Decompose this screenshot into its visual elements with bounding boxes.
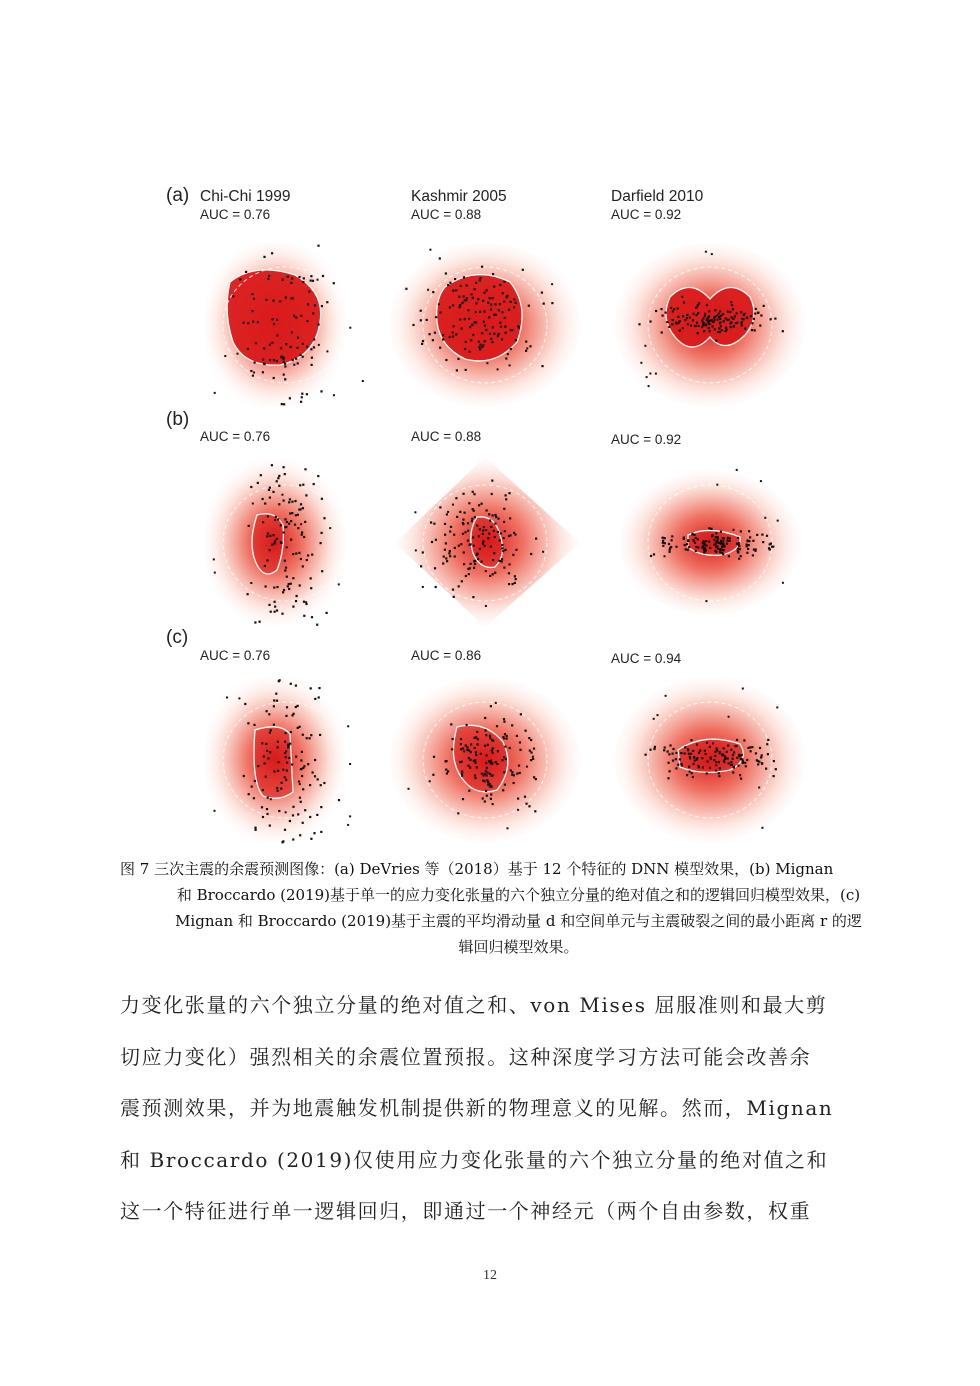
body-line: 切应力变化）强烈相关的余震位置预报。这种深度学习方法可能会改善余 [120, 1044, 812, 1069]
aftershock-map-c-darfield [610, 672, 810, 847]
row-label-c: (c) [166, 627, 189, 648]
column-title-chichi: Chi-Chi 1999 [200, 188, 291, 205]
auc-a-chichi: AUC = 0.76 [200, 207, 271, 222]
page-number: 12 [483, 1268, 497, 1283]
body-line: 这一个特征进行单一逻辑回归，即通过一个神经元（两个自由参数，权重 [120, 1199, 812, 1223]
auc-b-darfield: AUC = 0.92 [611, 432, 682, 447]
column-title-kashmir: Kashmir 2005 [411, 188, 507, 205]
aftershock-map-b-kashmir [385, 455, 585, 630]
row-label-b: (b) [166, 409, 190, 430]
auc-a-kashmir: AUC = 0.88 [411, 207, 482, 222]
aftershock-map-b-darfield [610, 455, 810, 630]
auc-b-chichi: AUC = 0.76 [200, 429, 271, 444]
aftershock-map-a-chichi [185, 237, 385, 412]
auc-b-kashmir: AUC = 0.88 [411, 429, 482, 444]
caption-line-1: 图 7 三次主震的余震预测图像：(a) DeVries 等（2018）基于 12 个特征的 DNN 模型效果，(b) Mignan [120, 860, 834, 878]
aftershock-map-c-chichi [185, 672, 385, 847]
body-line: 震预测效果，并为地震触发机制提供新的物理意义的见解。然而，Mignan [120, 1096, 834, 1120]
body-line: 和 Broccardo (2019)仅使用应力变化张量的六个独立分量的绝对值之和 [120, 1147, 829, 1172]
caption-continuation: 和 Broccardo (2019)基于单一的应力变化张量的六个独立分量的绝对值之和的逻辑回归模型效果，(c) Mignan 和 Broccardo (2019)基于主震的平均滑动量 d 和空间单元与主震破裂之间的最小距离 r 的逻辑回归模型效果。 [175, 886, 862, 956]
auc-a-darfield: AUC = 0.92 [611, 207, 682, 222]
body-line: 力变化张量的六个独立分量的绝对值之和、von Mises 屈服准则和最大剪 [120, 993, 828, 1017]
auc-c-chichi: AUC = 0.76 [200, 648, 271, 663]
auc-c-darfield: AUC = 0.94 [611, 651, 682, 666]
aftershock-map-c-kashmir [385, 672, 585, 847]
aftershock-map-a-kashmir [385, 237, 585, 412]
aftershock-map-a-darfield [610, 237, 810, 412]
body-paragraph [120, 980, 862, 1238]
auc-c-kashmir: AUC = 0.86 [411, 648, 482, 663]
figure-caption [120, 856, 865, 960]
aftershock-map-b-chichi [185, 455, 385, 630]
column-title-darfield: Darfield 2010 [611, 188, 704, 205]
row-label-a: (a) [166, 185, 190, 206]
